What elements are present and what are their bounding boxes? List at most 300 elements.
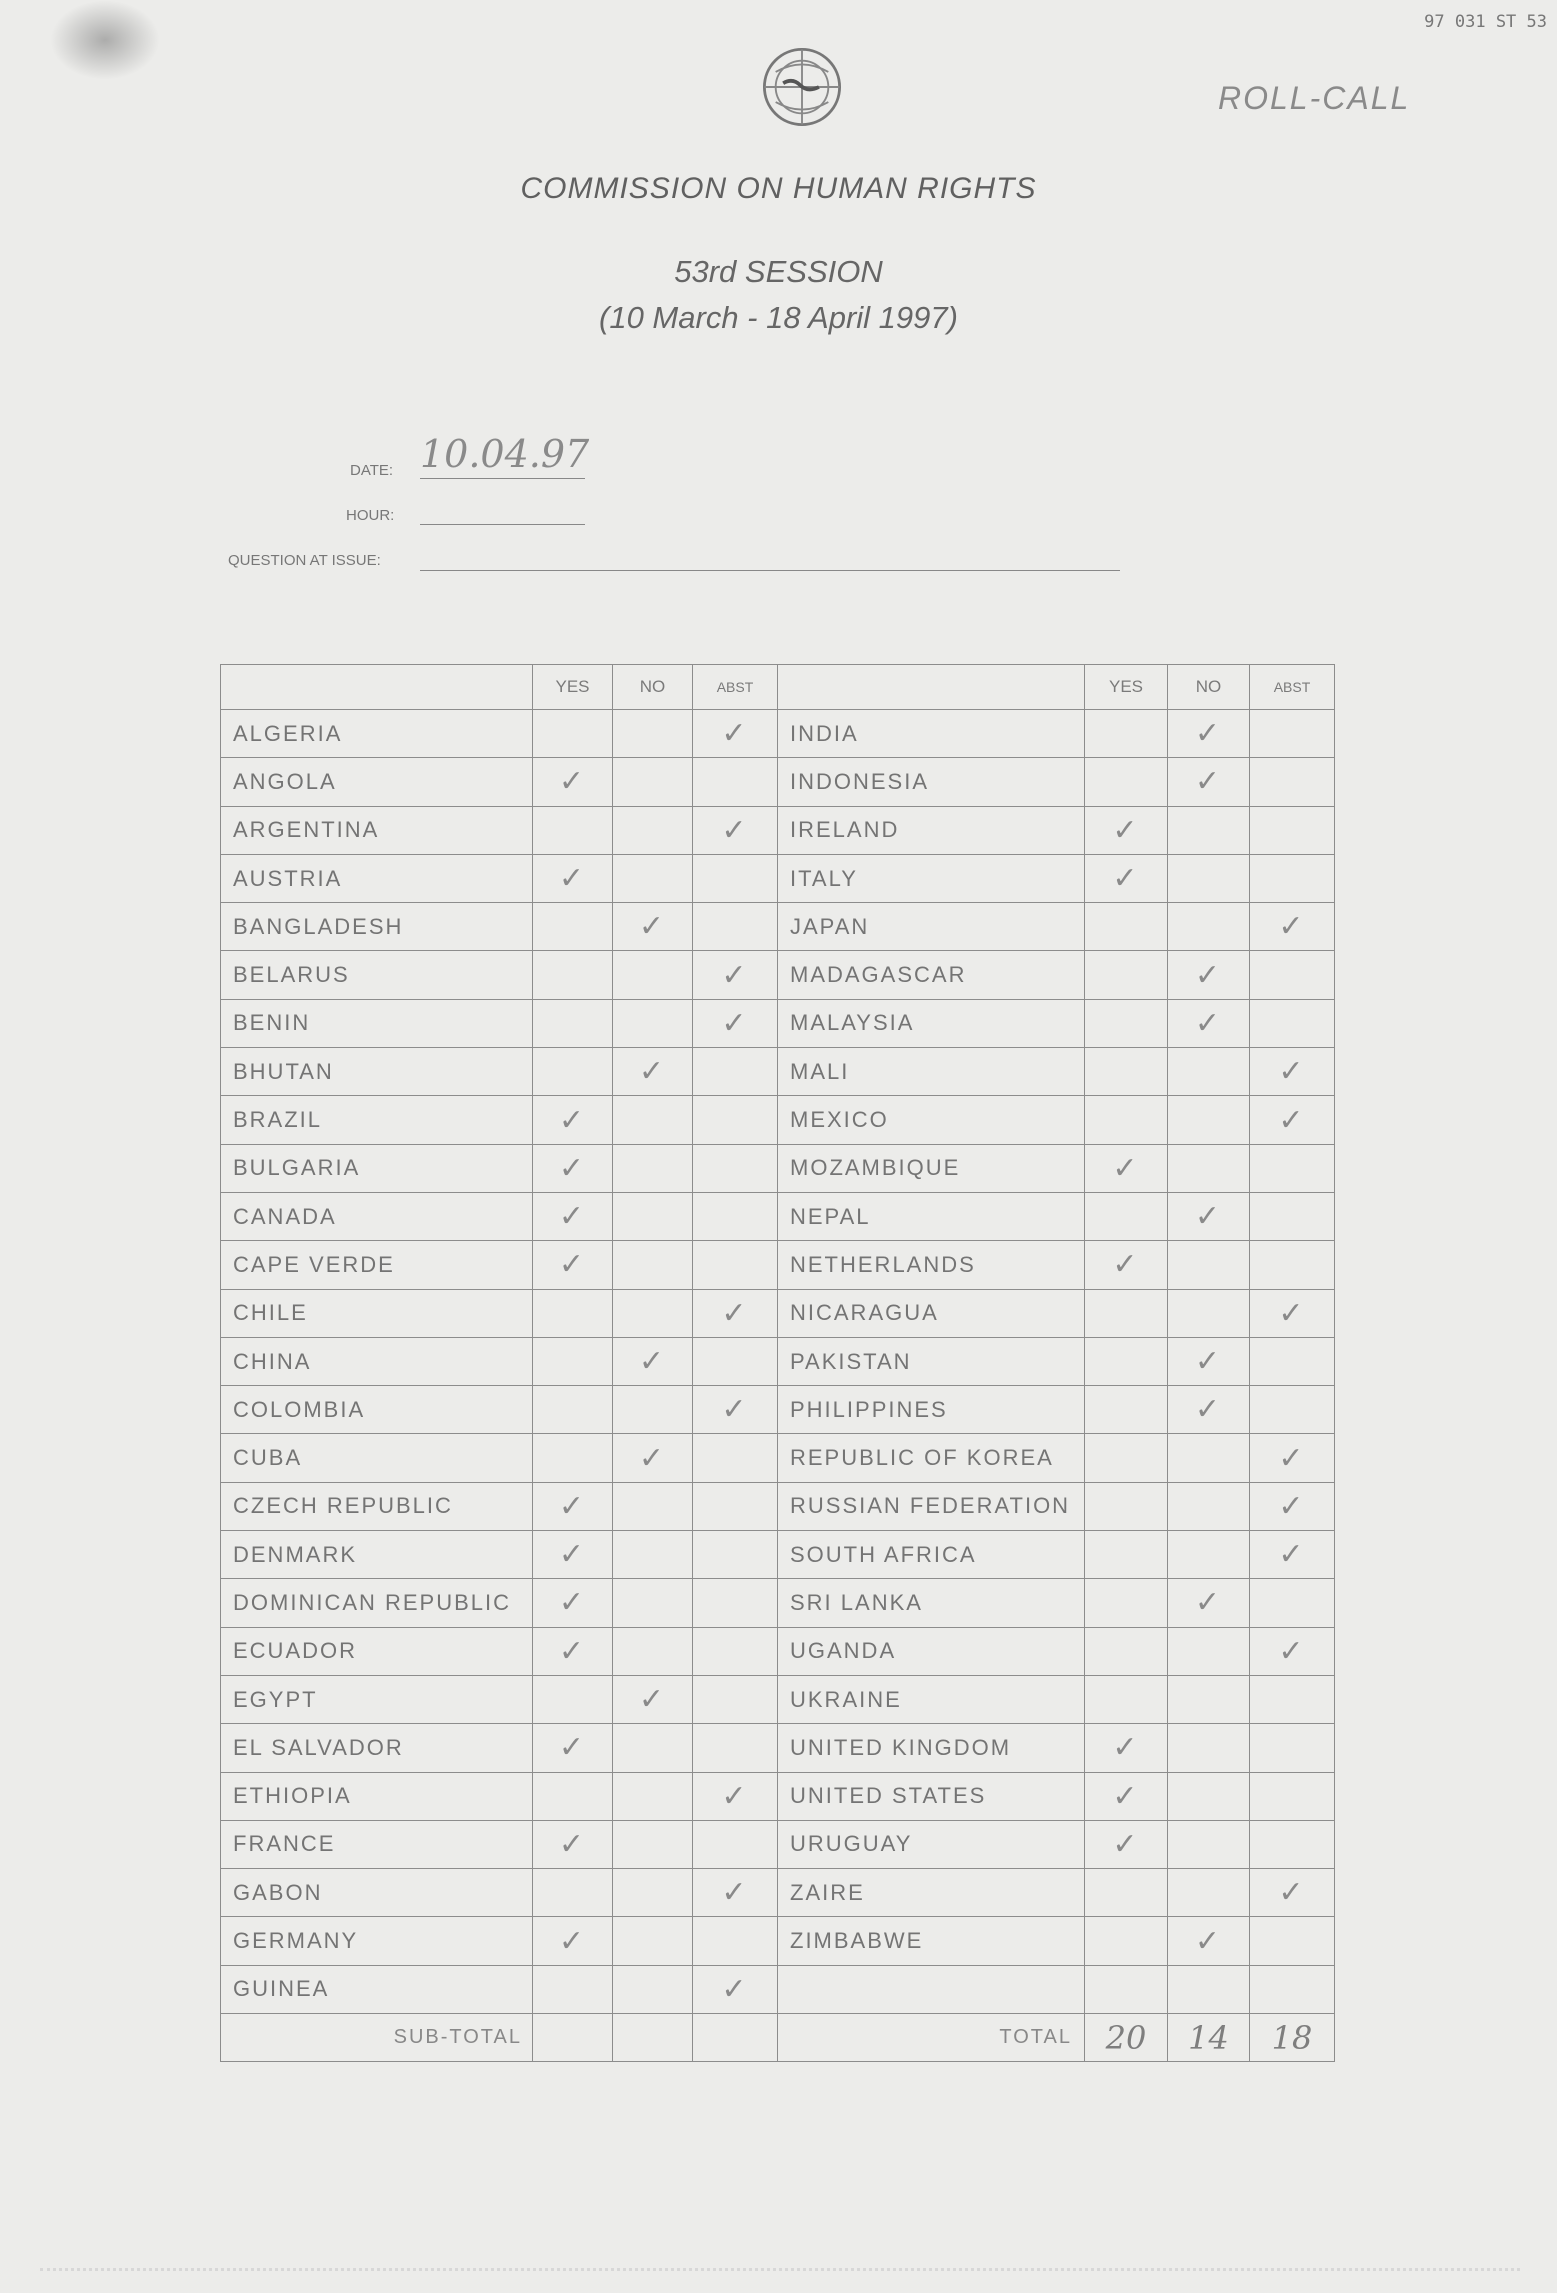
vote-no-cell (1168, 1675, 1250, 1723)
country-name: ALGERIA (221, 710, 533, 758)
vote-no-cell (1168, 1724, 1250, 1772)
vote-yes-cell (1085, 1289, 1168, 1337)
vote-no-cell (613, 1192, 693, 1240)
vote-abst-cell (1250, 806, 1335, 854)
vote-abst-cell (1250, 1531, 1335, 1579)
yes-header-left: YES (533, 665, 613, 710)
vote-yes-cell (1085, 1144, 1168, 1192)
vote-yes-cell (533, 758, 613, 806)
vote-yes-cell (1085, 758, 1168, 806)
country-name: NICARAGUA (778, 1289, 1085, 1337)
vote-abst-cell (693, 1675, 778, 1723)
country-name: SOUTH AFRICA (778, 1531, 1085, 1579)
vote-abst-cell (693, 710, 778, 758)
table-row (221, 1531, 1335, 1579)
vote-yes-cell (1085, 1531, 1168, 1579)
vote-yes-cell (533, 1289, 613, 1337)
country-name: UKRAINE (778, 1675, 1085, 1723)
vote-no-cell (613, 1144, 693, 1192)
page-title: COMMISSION ON HUMAN RIGHTS (520, 172, 1037, 205)
vote-yes-cell (533, 1048, 613, 1096)
checkmark-icon: ✓ (1194, 1392, 1223, 1428)
vote-yes-cell (1085, 1917, 1168, 1965)
vote-abst-cell (693, 806, 778, 854)
country-name: URUGUAY (778, 1820, 1085, 1868)
vote-abst-cell (1250, 999, 1335, 1047)
abst-header-right: ABST (1250, 665, 1335, 710)
country-name: DOMINICAN REPUBLIC (221, 1579, 533, 1627)
date-value: 10.04.97 (420, 432, 590, 476)
checkmark-icon: ✓ (558, 1923, 587, 1959)
vote-no-cell (613, 1096, 693, 1144)
checkmark-icon: ✓ (558, 764, 587, 800)
country-name: COLOMBIA (221, 1386, 533, 1434)
un-emblem-icon (755, 40, 849, 134)
table-row (221, 1289, 1335, 1337)
country-name: UNITED KINGDOM (778, 1724, 1085, 1772)
vote-no-cell (613, 758, 693, 806)
checkmark-icon: ✓ (558, 1585, 587, 1621)
vote-no-cell (613, 1434, 693, 1482)
vote-yes-cell (533, 951, 613, 999)
vote-no-cell (613, 1965, 693, 2013)
country-name: DENMARK (221, 1531, 533, 1579)
country-name: REPUBLIC OF KOREA (778, 1434, 1085, 1482)
country-name: ECUADOR (221, 1627, 533, 1675)
checkmark-icon: ✓ (1112, 1150, 1140, 1186)
checkmark-icon: ✓ (721, 716, 749, 752)
checkmark-icon: ✓ (1278, 1295, 1306, 1331)
subtotal-yes (533, 2014, 613, 2062)
table-row (221, 1627, 1335, 1675)
vote-yes-cell (533, 903, 613, 951)
vote-yes-cell (533, 1337, 613, 1385)
vote-abst-cell (1250, 1192, 1335, 1240)
vote-abst-cell (1250, 1289, 1335, 1337)
checkmark-icon: ✓ (1112, 1247, 1140, 1283)
vote-no-cell (613, 1917, 693, 1965)
vote-yes-cell (533, 806, 613, 854)
checkmark-icon: ✓ (558, 1633, 587, 1669)
vote-no-cell (613, 1386, 693, 1434)
vote-no-cell (1168, 903, 1250, 951)
vote-no-cell (613, 1048, 693, 1096)
vote-no-cell (1168, 1627, 1250, 1675)
vote-abst-cell (693, 1289, 778, 1337)
vote-no-cell (613, 1627, 693, 1675)
vote-yes-cell (1085, 1386, 1168, 1434)
checkmark-icon: ✓ (1194, 1005, 1223, 1041)
vote-no-cell (613, 1724, 693, 1772)
abst-header-left: ABST (693, 665, 778, 710)
vote-no-cell (1168, 806, 1250, 854)
checkmark-icon: ✓ (1278, 1633, 1306, 1669)
vote-no-cell (613, 1482, 693, 1530)
table-row (221, 758, 1335, 806)
vote-no-cell (1168, 1820, 1250, 1868)
hour-line (420, 524, 585, 525)
vote-yes-cell (1085, 1241, 1168, 1289)
table-row (221, 903, 1335, 951)
checkmark-icon: ✓ (721, 1005, 749, 1041)
checkmark-icon: ✓ (1194, 1923, 1223, 1959)
vote-no-cell (1168, 1434, 1250, 1482)
session-dates: (10 March - 18 April 1997) (599, 300, 958, 335)
country-name: EGYPT (221, 1675, 533, 1723)
country-name: CZECH REPUBLIC (221, 1482, 533, 1530)
vote-abst-cell (693, 1337, 778, 1385)
country-name: ETHIOPIA (221, 1772, 533, 1820)
vote-no-cell (613, 1337, 693, 1385)
country-name: NEPAL (778, 1192, 1085, 1240)
vote-yes-cell (1085, 1772, 1168, 1820)
total-abst: 18 (1250, 2014, 1335, 2062)
checkmark-icon: ✓ (721, 1971, 749, 2007)
checkmark-icon: ✓ (1112, 1826, 1140, 1862)
vote-yes-cell (533, 1144, 613, 1192)
table-row (221, 1772, 1335, 1820)
subtotal-no (613, 2014, 693, 2062)
checkmark-icon: ✓ (721, 1295, 749, 1331)
vote-yes-cell (1085, 1434, 1168, 1482)
vote-yes-cell (533, 1531, 613, 1579)
vote-abst-cell (1250, 1386, 1335, 1434)
country-header-left (221, 665, 533, 710)
country-name: INDONESIA (778, 758, 1085, 806)
vote-yes-cell (1085, 1337, 1168, 1385)
country-name: BULGARIA (221, 1144, 533, 1192)
vote-abst-cell (693, 854, 778, 902)
vote-no-cell (1168, 1048, 1250, 1096)
vote-yes-cell (1085, 1675, 1168, 1723)
country-name: NETHERLANDS (778, 1241, 1085, 1289)
table-row (221, 854, 1335, 902)
vote-yes-cell (533, 1869, 613, 1917)
total-label: TOTAL (778, 2014, 1085, 2062)
vote-no-cell (613, 1820, 693, 1868)
checkmark-icon: ✓ (1278, 1875, 1306, 1911)
vote-abst-cell (1250, 710, 1335, 758)
vote-abst-cell (693, 758, 778, 806)
vote-no-cell (1168, 1386, 1250, 1434)
vote-abst-cell (1250, 1096, 1335, 1144)
vote-abst-cell (1250, 1337, 1335, 1385)
vote-yes-cell (1085, 1627, 1168, 1675)
vote-yes-cell (1085, 903, 1168, 951)
table-row (221, 1675, 1335, 1723)
checkmark-icon: ✓ (1194, 1199, 1223, 1235)
vote-no-cell (613, 1869, 693, 1917)
vote-no-cell (613, 854, 693, 902)
vote-abst-cell (1250, 1772, 1335, 1820)
vote-yes-cell (533, 1820, 613, 1868)
vote-no-cell (1168, 1869, 1250, 1917)
country-name: EL SALVADOR (221, 1724, 533, 1772)
vote-abst-cell (693, 1192, 778, 1240)
vote-no-cell (1168, 999, 1250, 1047)
checkmark-icon: ✓ (638, 909, 667, 945)
vote-yes-cell (1085, 710, 1168, 758)
checkmark-icon: ✓ (638, 1054, 667, 1090)
vote-abst-cell (693, 1096, 778, 1144)
no-header-left: NO (613, 665, 693, 710)
vote-abst-cell (693, 1869, 778, 1917)
vote-abst-cell (693, 951, 778, 999)
vote-abst-cell (693, 1579, 778, 1627)
vote-abst-cell (1250, 758, 1335, 806)
vote-no-cell (1168, 951, 1250, 999)
vote-yes-cell (533, 854, 613, 902)
vote-abst-cell (1250, 951, 1335, 999)
checkmark-icon: ✓ (1278, 1488, 1306, 1524)
vote-no-cell (1168, 1531, 1250, 1579)
vote-abst-cell (693, 999, 778, 1047)
vote-abst-cell (1250, 1965, 1335, 2013)
vote-no-cell (1168, 1965, 1250, 2013)
vote-abst-cell (1250, 854, 1335, 902)
vote-no-cell (1168, 1096, 1250, 1144)
checkmark-icon: ✓ (558, 1102, 587, 1138)
checkmark-icon: ✓ (1194, 1344, 1223, 1379)
vote-yes-cell (1085, 1965, 1168, 2013)
country-name: CHILE (221, 1289, 533, 1337)
country-name: GABON (221, 1869, 533, 1917)
country-name (778, 1965, 1085, 2013)
vote-yes-cell (1085, 1579, 1168, 1627)
vote-abst-cell (1250, 1869, 1335, 1917)
vote-abst-cell (693, 1434, 778, 1482)
vote-no-cell (1168, 1144, 1250, 1192)
vote-abst-cell (1250, 1820, 1335, 1868)
hour-label: HOUR: (346, 507, 395, 524)
country-name: MALAYSIA (778, 999, 1085, 1047)
vote-no-cell (1168, 1289, 1250, 1337)
checkmark-icon: ✓ (1112, 1778, 1140, 1814)
vote-abst-cell (693, 1048, 778, 1096)
table-row (221, 1337, 1335, 1385)
checkmark-icon: ✓ (721, 1778, 749, 1814)
country-name: SRI LANKA (778, 1579, 1085, 1627)
vote-abst-cell (693, 1724, 778, 1772)
vote-no-cell (613, 1531, 693, 1579)
vote-abst-cell (693, 1241, 778, 1289)
checkmark-icon: ✓ (558, 1150, 587, 1186)
vote-yes-cell (1085, 1048, 1168, 1096)
vote-yes-cell (1085, 1192, 1168, 1240)
checkmark-icon: ✓ (1194, 1585, 1223, 1621)
vote-yes-cell (533, 1917, 613, 1965)
country-name: ZAIRE (778, 1869, 1085, 1917)
checkmark-icon: ✓ (638, 1682, 667, 1718)
bottom-dotted-edge (40, 2268, 1520, 2274)
vote-yes-cell (1085, 1096, 1168, 1144)
table-row (221, 1048, 1335, 1096)
date-line (420, 478, 585, 479)
country-name: MEXICO (778, 1096, 1085, 1144)
checkmark-icon: ✓ (721, 1392, 749, 1428)
country-name: ARGENTINA (221, 806, 533, 854)
vote-yes-cell (533, 1627, 613, 1675)
country-name: MALI (778, 1048, 1085, 1096)
total-yes: 20 (1085, 2014, 1168, 2062)
table-row (221, 1724, 1335, 1772)
vote-yes-cell (533, 1675, 613, 1723)
vote-no-cell (613, 1675, 693, 1723)
table-row (221, 1869, 1335, 1917)
vote-abst-cell (693, 1531, 778, 1579)
vote-yes-cell (1085, 806, 1168, 854)
checkmark-icon: ✓ (1112, 861, 1140, 897)
table-row (221, 1917, 1335, 1965)
country-name: BHUTAN (221, 1048, 533, 1096)
country-name: PAKISTAN (778, 1337, 1085, 1385)
checkmark-icon: ✓ (1194, 716, 1223, 752)
vote-no-cell (613, 1241, 693, 1289)
country-name: ANGOLA (221, 758, 533, 806)
checkmark-icon: ✓ (1278, 909, 1306, 945)
checkmark-icon: ✓ (721, 1875, 749, 1911)
vote-abst-cell (1250, 1675, 1335, 1723)
country-name: BRAZIL (221, 1096, 533, 1144)
vote-abst-cell (693, 1820, 778, 1868)
country-name: PHILIPPINES (778, 1386, 1085, 1434)
date-label: DATE: (350, 462, 394, 479)
vote-no-cell (1168, 710, 1250, 758)
vote-yes-cell (1085, 1724, 1168, 1772)
country-name: CHINA (221, 1337, 533, 1385)
vote-no-cell (613, 1579, 693, 1627)
vote-no-cell (613, 1772, 693, 1820)
table-row (221, 1096, 1335, 1144)
vote-no-cell (613, 806, 693, 854)
vote-abst-cell (1250, 1434, 1335, 1482)
vote-yes-cell (1085, 1869, 1168, 1917)
table-row (221, 806, 1335, 854)
subtotal-abst (693, 2014, 778, 2062)
checkmark-icon: ✓ (1278, 1054, 1306, 1090)
vote-yes-cell (533, 1579, 613, 1627)
checkmark-icon: ✓ (558, 1247, 587, 1283)
total-no: 14 (1168, 2014, 1250, 2062)
session-title: 53rd SESSION (674, 254, 883, 289)
checkmark-icon: ✓ (558, 1537, 587, 1573)
vote-abst-cell (693, 903, 778, 951)
roll-call-table (220, 664, 1335, 2062)
country-name: MADAGASCAR (778, 951, 1085, 999)
checkmark-icon: ✓ (721, 812, 749, 848)
country-name: AUSTRIA (221, 854, 533, 902)
checkmark-icon: ✓ (558, 1730, 587, 1766)
vote-no-cell (613, 710, 693, 758)
vote-yes-cell (1085, 1482, 1168, 1530)
ink-smudge (50, 0, 160, 80)
vote-abst-cell (693, 1772, 778, 1820)
country-name: MOZAMBIQUE (778, 1144, 1085, 1192)
vote-abst-cell (1250, 1482, 1335, 1530)
table-row (221, 1820, 1335, 1868)
table-row (221, 1965, 1335, 2013)
country-name: UNITED STATES (778, 1772, 1085, 1820)
vote-abst-cell (1250, 1627, 1335, 1675)
country-name: GUINEA (221, 1965, 533, 2013)
country-header-right (778, 665, 1085, 710)
table-row (221, 1386, 1335, 1434)
checkmark-icon: ✓ (558, 1199, 587, 1235)
vote-abst-cell (693, 1965, 778, 2013)
country-name: CUBA (221, 1434, 533, 1482)
vote-yes-cell (533, 1772, 613, 1820)
table-row (221, 951, 1335, 999)
vote-abst-cell (1250, 1579, 1335, 1627)
vote-abst-cell (693, 1917, 778, 1965)
vote-no-cell (1168, 1917, 1250, 1965)
table-row (221, 1482, 1335, 1530)
vote-no-cell (613, 999, 693, 1047)
vote-abst-cell (1250, 1048, 1335, 1096)
vote-no-cell (1168, 1241, 1250, 1289)
vote-abst-cell (693, 1482, 778, 1530)
question-line (420, 570, 1120, 571)
vote-abst-cell (1250, 1144, 1335, 1192)
checkmark-icon: ✓ (721, 957, 749, 993)
checkmark-icon: ✓ (558, 1826, 587, 1862)
checkmark-icon: ✓ (638, 1344, 667, 1379)
table-row (221, 1579, 1335, 1627)
vote-yes-cell (533, 1192, 613, 1240)
vote-yes-cell (1085, 1820, 1168, 1868)
vote-yes-cell (533, 1965, 613, 2013)
vote-no-cell (613, 951, 693, 999)
vote-yes-cell (533, 1096, 613, 1144)
vote-yes-cell (533, 1724, 613, 1772)
vote-no-cell (1168, 1772, 1250, 1820)
vote-abst-cell (693, 1627, 778, 1675)
table-body (221, 710, 1335, 2014)
vote-abst-cell (1250, 1724, 1335, 1772)
yes-header-right: YES (1085, 665, 1168, 710)
table-row (221, 1192, 1335, 1240)
checkmark-icon: ✓ (558, 861, 587, 897)
vote-yes-cell (533, 1482, 613, 1530)
country-name: JAPAN (778, 903, 1085, 951)
vote-yes-cell (533, 1241, 613, 1289)
vote-no-cell (1168, 1579, 1250, 1627)
checkmark-icon: ✓ (1194, 957, 1223, 993)
country-name: ZIMBABWE (778, 1917, 1085, 1965)
vote-abst-cell (1250, 1917, 1335, 1965)
vote-abst-cell (1250, 903, 1335, 951)
country-name: GERMANY (221, 1917, 533, 1965)
checkmark-icon: ✓ (1112, 1730, 1140, 1766)
vote-yes-cell (533, 1386, 613, 1434)
checkmark-icon: ✓ (558, 1488, 587, 1524)
no-header-right: NO (1168, 665, 1250, 710)
vote-yes-cell (1085, 999, 1168, 1047)
vote-no-cell (613, 1289, 693, 1337)
table-row (221, 999, 1335, 1047)
checkmark-icon: ✓ (1278, 1537, 1306, 1573)
subtotal-label: SUB-TOTAL (221, 2014, 533, 2062)
question-label: QUESTION AT ISSUE: (228, 552, 381, 569)
country-name: CANADA (221, 1192, 533, 1240)
table-row (221, 1241, 1335, 1289)
table-row (221, 1144, 1335, 1192)
country-name: UGANDA (778, 1627, 1085, 1675)
table-row (221, 710, 1335, 758)
vote-no-cell (1168, 854, 1250, 902)
checkmark-icon: ✓ (1112, 812, 1140, 848)
country-name: BENIN (221, 999, 533, 1047)
